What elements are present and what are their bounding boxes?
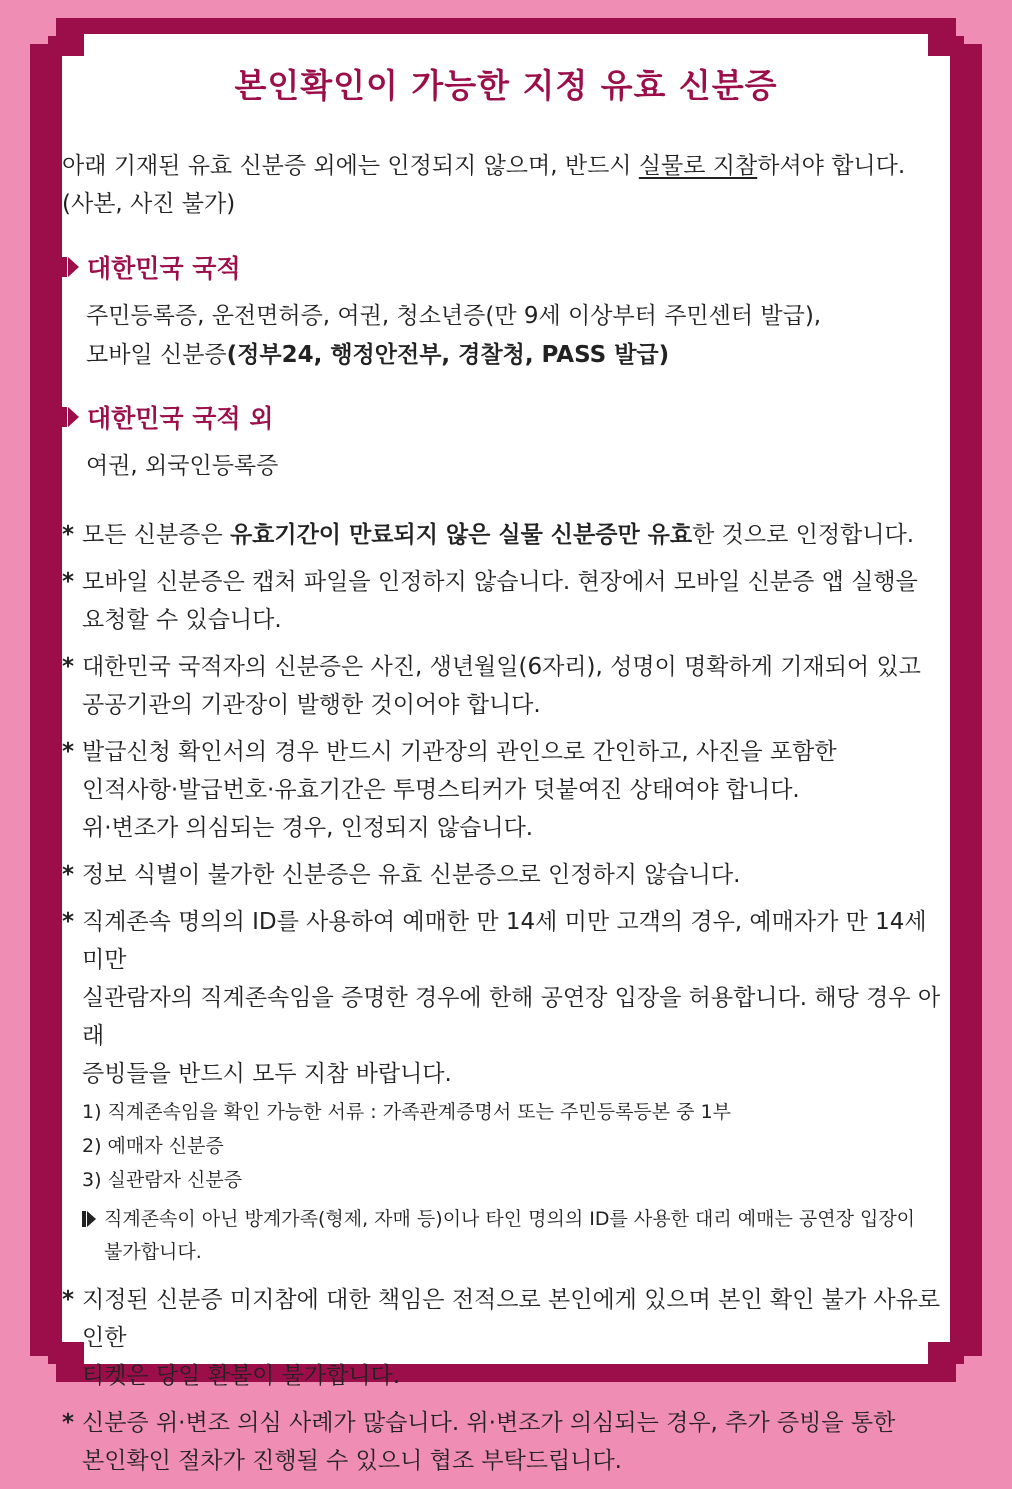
note-line: 증빙들을 반드시 모두 지참 바랍니다. [82, 1061, 452, 1087]
asterisk-icon: * [62, 654, 75, 680]
warning-text [104, 1203, 915, 1269]
arrow-bar-icon [62, 407, 67, 427]
intro-text-part: 하셔야 합니다. [757, 153, 906, 179]
frame-step [48, 36, 62, 50]
section-line-bold: (정부24, 행정안전부, 경찰청, PASS 발급) [226, 342, 670, 368]
note-line: 본인확인 절차가 진행될 수 있으니 협조 부탁드립니다. [82, 1448, 622, 1474]
evidence-list [82, 1095, 950, 1197]
warning-line: 불가합니다. [104, 1241, 202, 1263]
note-line: 요청할 수 있습니다. [82, 607, 282, 633]
note-item [62, 733, 950, 847]
section-line: 여권, 외국인등록증 [86, 453, 279, 479]
note-item [62, 903, 950, 1093]
note-text-bold: 유효기간이 만료되지 않은 실물 신분증만 유효 [229, 522, 693, 548]
page-title: 본인확인이 가능한 지정 유효 신분증 [234, 66, 778, 105]
note-text [82, 516, 950, 554]
note-line: 실관람자의 직계존속임을 증명한 경우에 한해 공연장 입장을 허용합니다. 해당 경우 아래 [82, 985, 941, 1049]
note-line: 인적사항·발급번호·유효기간은 투명스티커가 덧붙여진 상태여야 합니다. [82, 777, 800, 803]
arrow-bar-icon [82, 1211, 86, 1227]
note-line: 모바일 신분증은 캡처 파일을 인정하지 않습니다. 현장에서 모바일 신분증 앱 실행을 [82, 569, 918, 595]
arrow-right-icon [87, 1211, 96, 1227]
asterisk-icon: * [62, 909, 75, 935]
evidence-item: 1) 직계존속임을 확인 가능한 서류 : 가족관계증명서 또는 주민등록등본 중 1부 [82, 1101, 732, 1123]
note-text [82, 563, 950, 639]
section-line [86, 336, 950, 375]
note-line: 지정된 신분증 미지참에 대한 책임은 전적으로 본인에게 있으며 본인 확인 불가 사유로 인한 [82, 1287, 941, 1351]
note-text [82, 648, 950, 724]
section-body-foreign [86, 447, 950, 486]
note-item [62, 856, 950, 894]
frame-step [48, 1350, 62, 1364]
intro-text [62, 147, 950, 223]
note-line: 위·변조가 의심되는 경우, 인정되지 않습니다. [82, 815, 534, 841]
intro-text-part: 아래 기재된 유효 신분증 외에는 인정되지 않으며, 반드시 [62, 153, 639, 179]
section-line: 주민등록증, 운전면허증, 여권, 청소년증(만 9세 이상부터 주민센터 발급), [86, 303, 822, 329]
asterisk-icon: * [62, 1287, 75, 1313]
note-item [62, 1281, 950, 1395]
note-line: 공공기관의 기관장이 발행한 것이어야 합니다. [82, 692, 541, 718]
intro-underline: 실물로 지참 [638, 153, 758, 179]
frame-step [950, 36, 964, 50]
proxy-booking-warning [82, 1203, 950, 1269]
note-line: 직계존속 명의의 ID를 사용하여 예매한 만 14세 미만 고객의 경우, 예매자가 만 14세 미만 [82, 909, 927, 973]
section-body-domestic [86, 297, 950, 375]
arrow-right-icon [68, 407, 79, 427]
frame-step [950, 1350, 964, 1364]
note-item [62, 563, 950, 639]
intro-line-1 [62, 147, 950, 185]
asterisk-icon: * [62, 862, 75, 888]
warning-line: 직계존속이 아닌 방계가족(형제, 자매 등)이나 타인 명의의 ID를 사용한 대리 예매는 공연장 입장이 [104, 1208, 916, 1230]
asterisk-icon: * [62, 739, 75, 765]
notes-list [62, 516, 950, 1480]
evidence-item: 3) 실관람자 신분증 [82, 1169, 243, 1191]
section-heading-label: 대한민국 국적 외 [87, 404, 274, 433]
section-heading-domestic [62, 249, 950, 285]
note-text [82, 1281, 950, 1395]
asterisk-icon: * [62, 522, 75, 548]
note-line: 티켓은 당일 환불이 불가합니다. [82, 1363, 401, 1389]
note-text-part: 모든 신분증은 [82, 522, 230, 548]
note-line: 대한민국 국적자의 신분증은 사진, 생년월일(6자리), 성명이 명확하게 기재되어 있고 [82, 654, 921, 680]
note-text: 정보 식별이 불가한 신분증은 유효 신분증으로 인정하지 않습니다. [82, 862, 741, 888]
note-text [82, 1404, 950, 1480]
asterisk-icon: * [62, 569, 75, 595]
section-heading-label: 대한민국 국적 [87, 254, 241, 283]
note-item [62, 1404, 950, 1480]
note-text-part: 한 것으로 인정합니다. [692, 522, 915, 548]
note-item [62, 516, 950, 554]
section-line-plain: 모바일 신분증 [86, 342, 227, 368]
note-line: 발급신청 확인서의 경우 반드시 기관장의 관인으로 간인하고, 사진을 포함한 [82, 739, 837, 765]
notice-content [62, 34, 950, 1489]
section-heading-foreign [62, 399, 950, 435]
intro-line-2: (사본, 사진 불가) [62, 191, 236, 217]
note-text [82, 733, 950, 847]
arrow-right-icon [68, 257, 79, 277]
note-text [82, 903, 950, 1093]
note-line: 신분증 위·변조 의심 사례가 많습니다. 위·변조가 의심되는 경우, 추가 증빙을 통한 [82, 1410, 896, 1436]
asterisk-icon: * [62, 1410, 75, 1436]
evidence-item: 2) 예매자 신분증 [82, 1135, 224, 1157]
arrow-bar-icon [62, 257, 67, 277]
note-item [62, 648, 950, 724]
